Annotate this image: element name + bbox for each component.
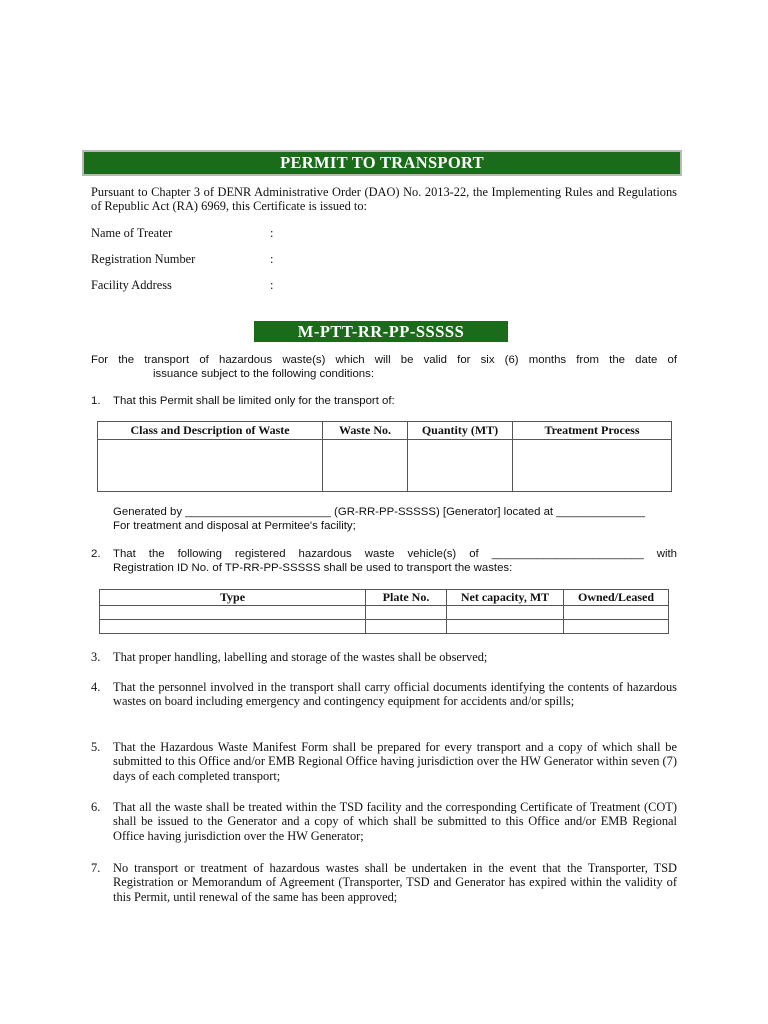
table-cell[interactable]: [447, 620, 564, 634]
waste-table-row: [98, 440, 672, 492]
condition-2-line-1: That the following registered hazardous waste vehicle(s) of ________________________ with: [113, 548, 677, 560]
table-header: Class and Description of Waste: [98, 422, 323, 440]
table-cell[interactable]: [408, 440, 513, 492]
validity-line-1: For the transport of hazardous waste(s) which will be valid for six (6) months from the date of: [91, 354, 677, 366]
table-header: Owned/Leased: [564, 590, 669, 606]
permit-code: M-PTT-RR-PP-SSSSS: [297, 322, 465, 341]
table-header: Treatment Process: [513, 422, 672, 440]
table-cell[interactable]: [366, 620, 447, 634]
table-cell[interactable]: [100, 620, 366, 634]
field-label-name-of-treater: Name of Treater: [91, 226, 173, 240]
field-label-registration-number: Registration Number: [91, 252, 196, 266]
intro-paragraph: Pursuant to Chapter 3 of DENR Administrative Order (DAO) No. 2013-22, the Implementing Rules and Regulations of Republic Act (RA) 6969, this Certificate is issued to:: [91, 185, 677, 213]
condition-text: That all the waste shall be treated within the TSD facility and the corresponding Certificate of Treatment (COT) shall be issued to the Generator and a copy of which shall be submitted to this Office and/or EMB Regional Office having jurisdiction over the HW Generator;: [113, 800, 677, 843]
waste-table-header-row: [98, 422, 672, 440]
table-cell[interactable]: [100, 606, 366, 620]
table-cell[interactable]: [323, 440, 408, 492]
condition-text: That the personnel involved in the transport shall carry official documents identifying the contents of hazardous wastes on board including emergency and contingency equipment for accidents and/or spills;: [113, 680, 677, 709]
table-header: Net capacity, MT: [447, 590, 564, 606]
field-colon: :: [270, 226, 274, 240]
condition-2-line-2: Registration ID No. of TP-RR-PP-SSSSS shall be used to transport the wastes:: [113, 562, 513, 574]
condition-number: 7.: [91, 861, 101, 875]
table-header: Plate No.: [366, 590, 447, 606]
condition-3: [91, 650, 677, 666]
table-cell[interactable]: [366, 606, 447, 620]
vehicle-table-row: [100, 620, 669, 634]
field-colon: :: [270, 252, 274, 266]
condition-number: 3.: [91, 650, 101, 664]
permit-code-banner: [254, 321, 508, 342]
condition-1-text: That this Permit shall be limited only for the transport of:: [113, 395, 395, 407]
generated-by-line: Generated by _______________________ (GR-RR-PP-SSSSS) [Generator] located at ______________: [113, 506, 645, 518]
condition-1-number: 1.: [91, 395, 101, 407]
condition-text: That proper handling, labelling and storage of the wastes shall be observed;: [113, 650, 488, 664]
field-colon: :: [270, 278, 274, 292]
condition-4: [91, 680, 677, 724]
condition-number: 5.: [91, 740, 101, 754]
waste-table: [97, 421, 672, 492]
condition-5: [91, 740, 677, 784]
table-header: Type: [100, 590, 366, 606]
condition-6: [91, 800, 677, 844]
condition-number: 6.: [91, 800, 101, 814]
table-cell[interactable]: [447, 606, 564, 620]
table-cell[interactable]: [564, 620, 669, 634]
table-cell[interactable]: [98, 440, 323, 492]
permit-title: PERMIT TO TRANSPORT: [280, 153, 484, 172]
table-header: Waste No.: [323, 422, 408, 440]
condition-text: That the Hazardous Waste Manifest Form shall be prepared for every transport and a copy of which shall be submitted to this Office and/or EMB Regional Office having jurisdiction over the HW Generator within seven (7) days of each completed transport;: [113, 740, 677, 783]
condition-7: [91, 861, 677, 921]
table-header: Quantity (MT): [408, 422, 513, 440]
field-label-facility-address: Facility Address: [91, 278, 172, 292]
condition-number: 4.: [91, 680, 101, 694]
condition-text: No transport or treatment of hazardous wastes shall be undertaken in the event that the Transporter, TSD Registration or Memorandum of Agreement (Transporter, TSD and Generator has expired within the validity of this Permit, until renewal of the same has been approved;: [113, 861, 677, 904]
table-cell[interactable]: [513, 440, 672, 492]
validity-line-2: issuance subject to the following conditions:: [153, 368, 374, 380]
condition-2-number: 2.: [91, 548, 101, 560]
vehicle-table-header-row: [100, 590, 669, 606]
permit-title-banner: [82, 150, 682, 176]
treatment-disposal-line: For treatment and disposal at Permitee's facility;: [113, 520, 356, 532]
vehicle-table: [99, 589, 669, 634]
vehicle-table-row: [100, 606, 669, 620]
table-cell[interactable]: [564, 606, 669, 620]
